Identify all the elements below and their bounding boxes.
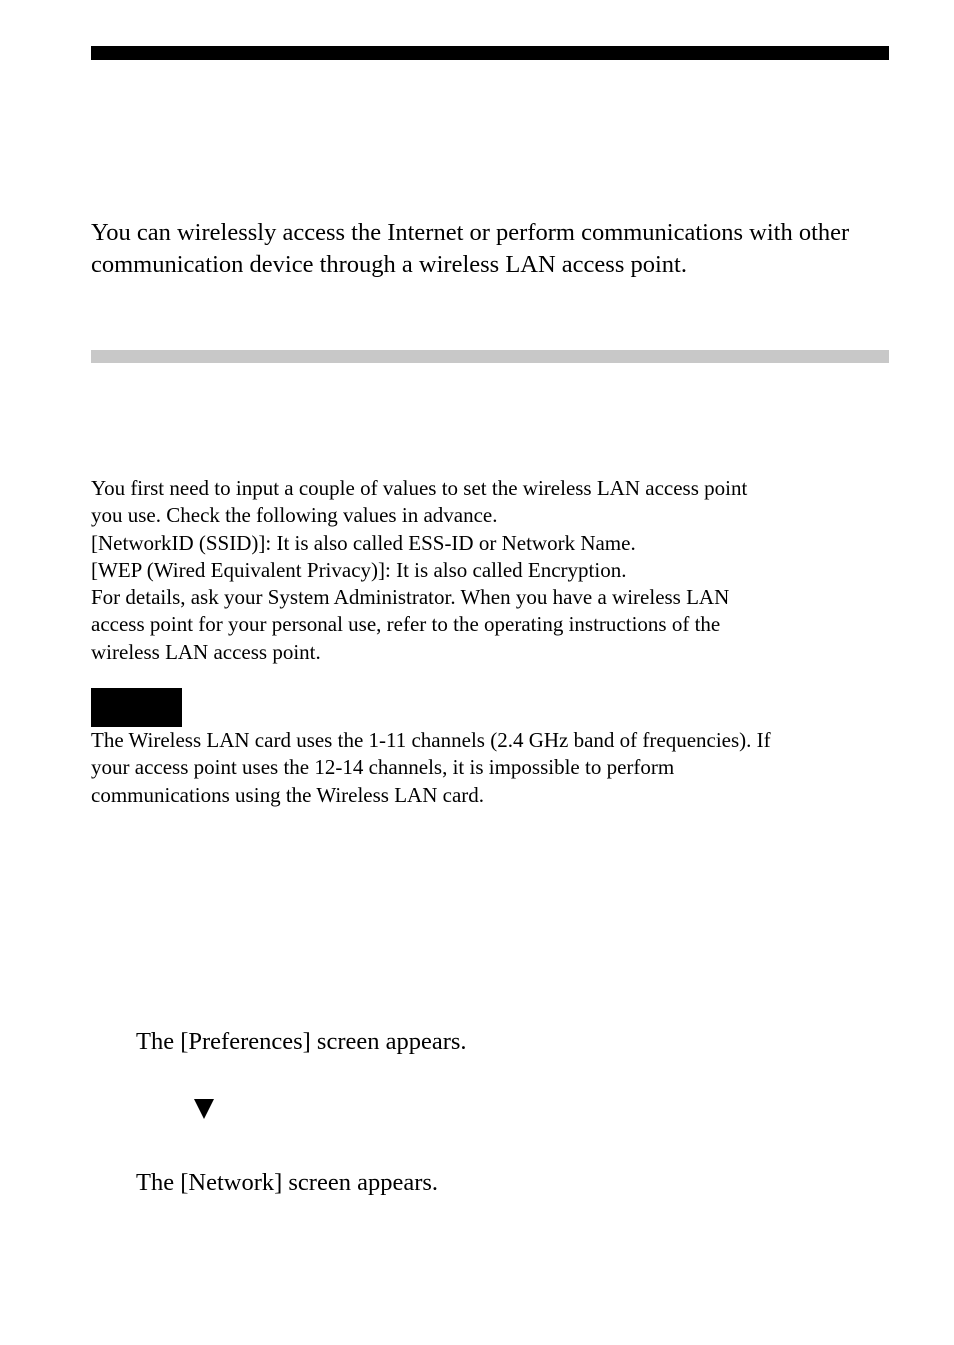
step-result-preferences: The [Preferences] screen appears.	[136, 1028, 467, 1055]
top-rule	[91, 46, 889, 60]
note-line: your access point uses the 12-14 channels, it is impossible to perform	[91, 755, 675, 780]
section-rule	[91, 350, 889, 363]
setup-line: you use. Check the following values in advance.	[91, 503, 498, 528]
step-result-network: The [Network] screen appears.	[136, 1169, 439, 1196]
setup-line: wireless LAN access point.	[91, 639, 321, 664]
setup-line: For details, ask your System Administrator. When you have a wireless LAN	[91, 585, 730, 610]
setup-line: [WEP (Wired Equivalent Privacy)]: It is also called Encryption.	[91, 557, 627, 582]
setup-paragraph	[91, 475, 889, 666]
setup-line: You first need to input a couple of values to set the wireless LAN access point	[91, 476, 748, 500]
setup-line: access point for your personal use, refer to the operating instructions of the	[91, 612, 721, 637]
setup-line: [NetworkID (SSID)]: It is also called ESS-ID or Network Name.	[91, 530, 636, 555]
intro-paragraph: You can wirelessly access the Internet or perform communications with other communication device through a wireless LAN access point.	[91, 219, 850, 278]
note-label	[91, 688, 182, 727]
down-triangle-icon	[193, 1097, 215, 1121]
note-paragraph	[91, 727, 889, 809]
note-line: The Wireless LAN card uses the 1-11 channels (2.4 GHz band of frequencies). If	[91, 728, 771, 752]
note-line: communications using the Wireless LAN card.	[91, 782, 485, 807]
